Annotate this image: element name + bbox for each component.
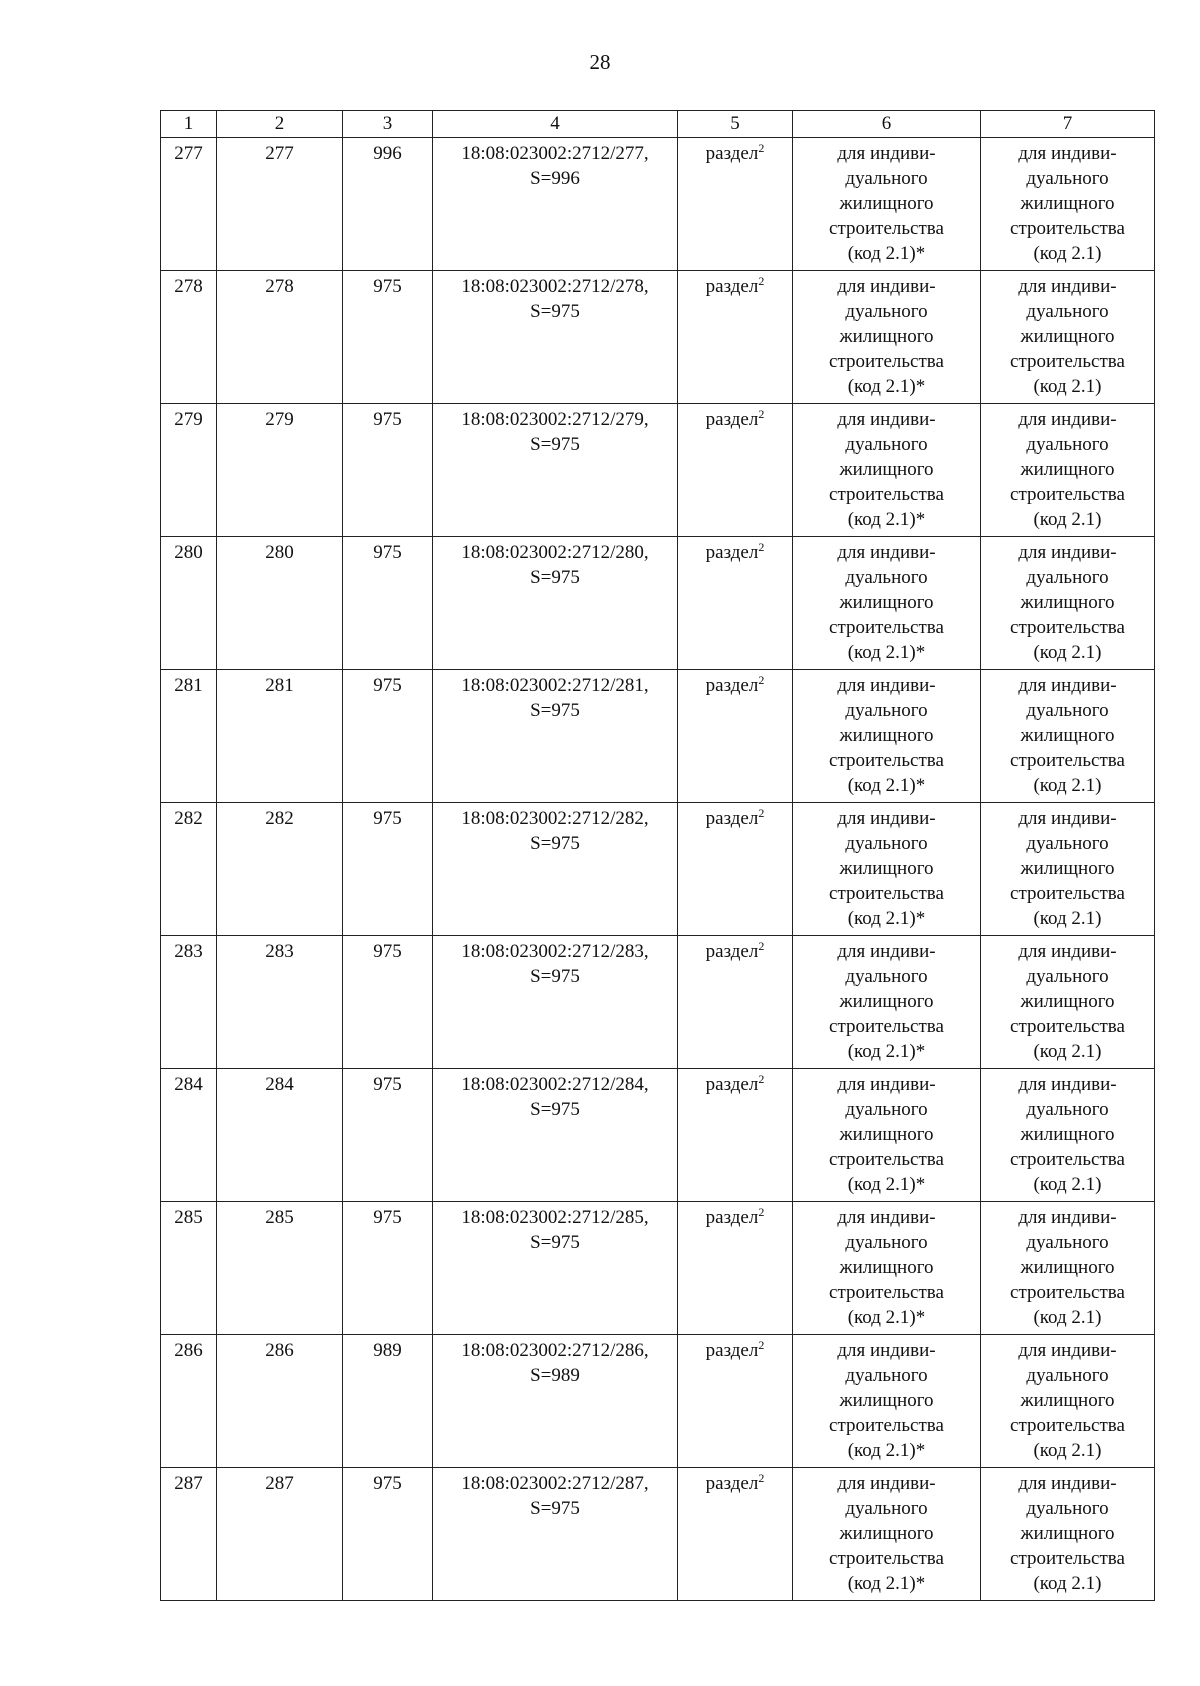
permitted-use-cell — [793, 537, 981, 670]
permitted-use-cell — [981, 803, 1155, 936]
permitted-use-cell — [793, 670, 981, 803]
cadastral-number: 18:08:023002:2712/280, — [461, 542, 649, 563]
area-label: S=989 — [530, 1365, 580, 1386]
row-number: 278 — [174, 276, 203, 297]
permitted-use-line: жилищного — [1020, 858, 1115, 879]
section-label: раздел — [705, 1473, 759, 1494]
permitted-use-line: строительства — [1010, 1149, 1125, 1170]
table-row — [161, 936, 1155, 1069]
section-footnote-mark: 2 — [758, 806, 765, 820]
area-label: S=975 — [530, 567, 580, 588]
cadastral-cell — [433, 1202, 678, 1335]
column-header: 5 — [678, 111, 793, 138]
plot-area: 975 — [373, 1473, 402, 1494]
section-footnote-mark: 2 — [758, 141, 765, 155]
row-number-cell — [161, 670, 217, 803]
row-number-cell — [161, 271, 217, 404]
row-number: 284 — [174, 1074, 203, 1095]
cadastral-cell — [433, 537, 678, 670]
permitted-use-line: строительства — [829, 351, 944, 372]
permitted-use-line: жилищного — [1020, 592, 1115, 613]
plot-number-cell — [217, 537, 343, 670]
permitted-use-line: дуального — [845, 1365, 928, 1386]
permitted-use-line: жилищного — [1020, 991, 1115, 1012]
row-number-cell — [161, 537, 217, 670]
plot-number: 277 — [265, 143, 294, 164]
plot-area: 989 — [373, 1340, 402, 1361]
permitted-use-line: для индиви- — [1018, 1207, 1117, 1228]
permitted-use-cell — [793, 1335, 981, 1468]
permitted-use-line: дуального — [1026, 168, 1109, 189]
plot-number-cell — [217, 1069, 343, 1202]
row-number: 283 — [174, 941, 203, 962]
cadastral-cell — [433, 271, 678, 404]
section-cell — [678, 138, 793, 271]
permitted-use-line: (код 2.1)* — [847, 1573, 926, 1594]
permitted-use-line: дуального — [1026, 1498, 1109, 1519]
permitted-use-line: дуального — [1026, 567, 1109, 588]
plot-area: 975 — [373, 1207, 402, 1228]
plot-number-cell — [217, 404, 343, 537]
section-cell — [678, 803, 793, 936]
cadastral-cell — [433, 404, 678, 537]
permitted-use-line: (код 2.1) — [1033, 1307, 1102, 1328]
permitted-use-line: для индиви- — [1018, 675, 1117, 696]
permitted-use-cell — [981, 936, 1155, 1069]
permitted-use-line: строительства — [829, 1415, 944, 1436]
cadastral-cell — [433, 1468, 678, 1601]
permitted-use-line: дуального — [845, 434, 928, 455]
row-number-cell — [161, 1335, 217, 1468]
section-footnote-mark: 2 — [758, 1471, 765, 1485]
permitted-use-line: для индиви- — [1018, 808, 1117, 829]
permitted-use-cell — [981, 1468, 1155, 1601]
section-footnote-mark: 2 — [758, 1338, 765, 1352]
permitted-use-cell — [981, 271, 1155, 404]
plot-area-cell — [343, 803, 433, 936]
cadastral-cell — [433, 936, 678, 1069]
plot-number: 286 — [265, 1340, 294, 1361]
permitted-use-line: жилищного — [1020, 725, 1115, 746]
permitted-use-line: (код 2.1)* — [847, 1041, 926, 1062]
section-cell — [678, 1069, 793, 1202]
permitted-use-line: для индиви- — [837, 542, 936, 563]
column-header: 4 — [433, 111, 678, 138]
permitted-use-line: жилищного — [1020, 193, 1115, 214]
area-label: S=975 — [530, 700, 580, 721]
row-number: 280 — [174, 542, 203, 563]
cadastral-number: 18:08:023002:2712/286, — [461, 1340, 649, 1361]
plot-number: 278 — [265, 276, 294, 297]
permitted-use-line: строительства — [1010, 1415, 1125, 1436]
permitted-use-line: строительства — [829, 617, 944, 638]
table-row — [161, 1335, 1155, 1468]
plot-number: 281 — [265, 675, 294, 696]
land-plot-table — [160, 110, 1155, 1601]
table-row — [161, 1468, 1155, 1601]
permitted-use-line: (код 2.1) — [1033, 775, 1102, 796]
section-label: раздел — [705, 1340, 759, 1361]
plot-area-cell — [343, 138, 433, 271]
permitted-use-line: строительства — [1010, 1548, 1125, 1569]
permitted-use-line: жилищного — [839, 991, 934, 1012]
area-label: S=975 — [530, 1498, 580, 1519]
permitted-use-line: для индиви- — [837, 941, 936, 962]
row-number-cell — [161, 1069, 217, 1202]
permitted-use-line: для индиви- — [1018, 1074, 1117, 1095]
permitted-use-line: строительства — [829, 1149, 944, 1170]
permitted-use-line: дуального — [1026, 1232, 1109, 1253]
section-footnote-mark: 2 — [758, 540, 765, 554]
permitted-use-line: дуального — [845, 700, 928, 721]
permitted-use-line: строительства — [1010, 883, 1125, 904]
section-footnote-mark: 2 — [758, 673, 765, 687]
permitted-use-line: для индиви- — [837, 675, 936, 696]
permitted-use-line: (код 2.1) — [1033, 1573, 1102, 1594]
page-number: 28 — [589, 50, 611, 74]
row-number: 282 — [174, 808, 203, 829]
permitted-use-line: для индиви- — [837, 808, 936, 829]
area-label: S=975 — [530, 1232, 580, 1253]
permitted-use-line: (код 2.1)* — [847, 642, 926, 663]
permitted-use-line: для индиви- — [1018, 542, 1117, 563]
permitted-use-line: строительства — [829, 883, 944, 904]
plot-area: 975 — [373, 1074, 402, 1095]
plot-number-cell — [217, 138, 343, 271]
section-footnote-mark: 2 — [758, 1072, 765, 1086]
permitted-use-line: строительства — [829, 1016, 944, 1037]
permitted-use-line: для индиви- — [837, 1074, 936, 1095]
permitted-use-line: для индиви- — [837, 1473, 936, 1494]
permitted-use-cell — [793, 1202, 981, 1335]
permitted-use-line: для индиви- — [1018, 143, 1117, 164]
section-label: раздел — [705, 409, 759, 430]
plot-area: 975 — [373, 941, 402, 962]
permitted-use-line: (код 2.1) — [1033, 243, 1102, 264]
permitted-use-line: дуального — [845, 833, 928, 854]
permitted-use-line: дуального — [845, 1099, 928, 1120]
section-cell — [678, 936, 793, 1069]
permitted-use-line: для индиви- — [837, 409, 936, 430]
permitted-use-line: для индиви- — [1018, 409, 1117, 430]
cadastral-number: 18:08:023002:2712/283, — [461, 941, 649, 962]
table-row — [161, 138, 1155, 271]
permitted-use-line: (код 2.1) — [1033, 642, 1102, 663]
section-footnote-mark: 2 — [758, 939, 765, 953]
permitted-use-cell — [793, 404, 981, 537]
row-number-cell — [161, 936, 217, 1069]
plot-area: 975 — [373, 276, 402, 297]
table-row — [161, 803, 1155, 936]
section-label: раздел — [705, 542, 759, 563]
permitted-use-line: для индиви- — [1018, 1473, 1117, 1494]
permitted-use-line: дуального — [845, 1498, 928, 1519]
plot-area-cell — [343, 271, 433, 404]
cadastral-number: 18:08:023002:2712/279, — [461, 409, 649, 430]
section-label: раздел — [705, 808, 759, 829]
row-number-cell — [161, 1202, 217, 1335]
permitted-use-line: для индиви- — [837, 276, 936, 297]
plot-number-cell — [217, 803, 343, 936]
section-label: раздел — [705, 276, 759, 297]
plot-number: 287 — [265, 1473, 294, 1494]
permitted-use-line: дуального — [1026, 700, 1109, 721]
row-number-cell — [161, 138, 217, 271]
permitted-use-line: (код 2.1) — [1033, 1440, 1102, 1461]
row-number: 286 — [174, 1340, 203, 1361]
permitted-use-cell — [793, 1069, 981, 1202]
column-header: 6 — [793, 111, 981, 138]
section-cell — [678, 670, 793, 803]
cadastral-number: 18:08:023002:2712/277, — [461, 143, 649, 164]
permitted-use-line: жилищного — [1020, 1523, 1115, 1544]
permitted-use-line: жилищного — [1020, 1257, 1115, 1278]
section-label: раздел — [705, 1207, 759, 1228]
permitted-use-line: дуального — [1026, 1099, 1109, 1120]
row-number: 285 — [174, 1207, 203, 1228]
permitted-use-cell — [793, 936, 981, 1069]
plot-area-cell — [343, 670, 433, 803]
area-label: S=975 — [530, 434, 580, 455]
plot-area-cell — [343, 936, 433, 1069]
row-number-cell — [161, 404, 217, 537]
cadastral-cell — [433, 1069, 678, 1202]
table-row — [161, 1202, 1155, 1335]
section-footnote-mark: 2 — [758, 407, 765, 421]
plot-number: 283 — [265, 941, 294, 962]
permitted-use-line: жилищного — [839, 725, 934, 746]
permitted-use-line: (код 2.1)* — [847, 775, 926, 796]
section-label: раздел — [705, 143, 759, 164]
permitted-use-line: для индиви- — [837, 1207, 936, 1228]
permitted-use-line: строительства — [829, 218, 944, 239]
plot-area: 975 — [373, 542, 402, 563]
permitted-use-line: дуального — [845, 1232, 928, 1253]
permitted-use-line: (код 2.1)* — [847, 1307, 926, 1328]
row-number: 287 — [174, 1473, 203, 1494]
plot-area-cell — [343, 537, 433, 670]
permitted-use-cell — [981, 1202, 1155, 1335]
permitted-use-line: жилищного — [839, 592, 934, 613]
column-header: 7 — [981, 111, 1155, 138]
permitted-use-line: жилищного — [839, 1124, 934, 1145]
permitted-use-line: жилищного — [839, 858, 934, 879]
plot-area: 975 — [373, 409, 402, 430]
plot-number: 279 — [265, 409, 294, 430]
plot-area-cell — [343, 1202, 433, 1335]
permitted-use-cell — [981, 404, 1155, 537]
plot-area-cell — [343, 1335, 433, 1468]
area-label: S=975 — [530, 966, 580, 987]
permitted-use-line: дуального — [845, 567, 928, 588]
cadastral-cell — [433, 1335, 678, 1468]
plot-number: 280 — [265, 542, 294, 563]
permitted-use-line: жилищного — [1020, 459, 1115, 480]
permitted-use-line: для индиви- — [837, 143, 936, 164]
area-label: S=975 — [530, 1099, 580, 1120]
permitted-use-cell — [981, 537, 1155, 670]
plot-area-cell — [343, 1069, 433, 1202]
plot-area-cell — [343, 404, 433, 537]
section-footnote-mark: 2 — [758, 274, 765, 288]
plot-number: 284 — [265, 1074, 294, 1095]
cadastral-number: 18:08:023002:2712/278, — [461, 276, 649, 297]
permitted-use-line: жилищного — [1020, 1390, 1115, 1411]
area-label: S=975 — [530, 301, 580, 322]
section-footnote-mark: 2 — [758, 1205, 765, 1219]
row-number: 279 — [174, 409, 203, 430]
section-cell — [678, 537, 793, 670]
table-row — [161, 404, 1155, 537]
permitted-use-cell — [793, 803, 981, 936]
permitted-use-line: дуального — [1026, 966, 1109, 987]
cadastral-cell — [433, 670, 678, 803]
cadastral-number: 18:08:023002:2712/287, — [461, 1473, 649, 1494]
permitted-use-line: строительства — [1010, 750, 1125, 771]
permitted-use-line: строительства — [1010, 218, 1125, 239]
cadastral-number: 18:08:023002:2712/281, — [461, 675, 649, 696]
permitted-use-line: (код 2.1) — [1033, 509, 1102, 530]
table-row — [161, 271, 1155, 404]
column-header: 1 — [161, 111, 217, 138]
permitted-use-line: строительства — [829, 1548, 944, 1569]
permitted-use-line: (код 2.1) — [1033, 1174, 1102, 1195]
plot-area: 996 — [373, 143, 402, 164]
area-label: S=996 — [530, 168, 580, 189]
permitted-use-line: (код 2.1) — [1033, 376, 1102, 397]
row-number: 281 — [174, 675, 203, 696]
permitted-use-line: (код 2.1)* — [847, 1440, 926, 1461]
area-label: S=975 — [530, 833, 580, 854]
section-cell — [678, 1468, 793, 1601]
permitted-use-line: дуального — [1026, 1365, 1109, 1386]
permitted-use-line: дуального — [1026, 301, 1109, 322]
permitted-use-line: строительства — [1010, 484, 1125, 505]
permitted-use-line: дуального — [1026, 833, 1109, 854]
section-cell — [678, 1335, 793, 1468]
permitted-use-line: жилищного — [839, 326, 934, 347]
row-number-cell — [161, 803, 217, 936]
section-label: раздел — [705, 675, 759, 696]
permitted-use-cell — [981, 1335, 1155, 1468]
plot-area: 975 — [373, 808, 402, 829]
permitted-use-cell — [981, 670, 1155, 803]
permitted-use-line: для индиви- — [1018, 1340, 1117, 1361]
row-number-cell — [161, 1468, 217, 1601]
row-number: 277 — [174, 143, 203, 164]
permitted-use-line: (код 2.1)* — [847, 1174, 926, 1195]
permitted-use-line: (код 2.1)* — [847, 376, 926, 397]
permitted-use-line: строительства — [1010, 1282, 1125, 1303]
table-row — [161, 1069, 1155, 1202]
cadastral-number: 18:08:023002:2712/282, — [461, 808, 649, 829]
cadastral-number: 18:08:023002:2712/284, — [461, 1074, 649, 1095]
section-label: раздел — [705, 1074, 759, 1095]
cadastral-number: 18:08:023002:2712/285, — [461, 1207, 649, 1228]
section-cell — [678, 1202, 793, 1335]
permitted-use-line: строительства — [829, 1282, 944, 1303]
permitted-use-line: жилищного — [839, 1390, 934, 1411]
plot-number-cell — [217, 936, 343, 1069]
permitted-use-line: строительства — [1010, 351, 1125, 372]
permitted-use-line: для индиви- — [837, 1340, 936, 1361]
permitted-use-line: строительства — [829, 750, 944, 771]
permitted-use-cell — [793, 1468, 981, 1601]
cadastral-cell — [433, 803, 678, 936]
plot-number: 282 — [265, 808, 294, 829]
permitted-use-line: (код 2.1)* — [847, 509, 926, 530]
plot-area: 975 — [373, 675, 402, 696]
permitted-use-line: для индиви- — [1018, 276, 1117, 297]
table-row — [161, 537, 1155, 670]
plot-number-cell — [217, 271, 343, 404]
table-row — [161, 670, 1155, 803]
plot-number-cell — [217, 1335, 343, 1468]
permitted-use-line: дуального — [845, 301, 928, 322]
permitted-use-line: жилищного — [1020, 1124, 1115, 1145]
section-cell — [678, 404, 793, 537]
permitted-use-line: жилищного — [839, 1523, 934, 1544]
permitted-use-line: строительства — [1010, 617, 1125, 638]
permitted-use-line: жилищного — [839, 459, 934, 480]
cadastral-cell — [433, 138, 678, 271]
permitted-use-line: дуального — [1026, 434, 1109, 455]
permitted-use-line: (код 2.1) — [1033, 908, 1102, 929]
permitted-use-line: строительства — [1010, 1016, 1125, 1037]
permitted-use-line: (код 2.1) — [1033, 1041, 1102, 1062]
section-label: раздел — [705, 941, 759, 962]
permitted-use-cell — [981, 1069, 1155, 1202]
table-header-row — [161, 111, 1155, 138]
plot-number-cell — [217, 1202, 343, 1335]
column-header: 2 — [217, 111, 343, 138]
plot-number: 285 — [265, 1207, 294, 1228]
plot-number-cell — [217, 1468, 343, 1601]
permitted-use-line: дуального — [845, 168, 928, 189]
permitted-use-line: (код 2.1)* — [847, 908, 926, 929]
plot-number-cell — [217, 670, 343, 803]
permitted-use-cell — [793, 271, 981, 404]
permitted-use-line: (код 2.1)* — [847, 243, 926, 264]
permitted-use-cell — [981, 138, 1155, 271]
permitted-use-line: жилищного — [839, 193, 934, 214]
plot-area-cell — [343, 1468, 433, 1601]
permitted-use-line: строительства — [829, 484, 944, 505]
permitted-use-line: для индиви- — [1018, 941, 1117, 962]
permitted-use-line: дуального — [845, 966, 928, 987]
section-cell — [678, 271, 793, 404]
permitted-use-line: жилищного — [839, 1257, 934, 1278]
permitted-use-cell — [793, 138, 981, 271]
column-header: 3 — [343, 111, 433, 138]
permitted-use-line: жилищного — [1020, 326, 1115, 347]
